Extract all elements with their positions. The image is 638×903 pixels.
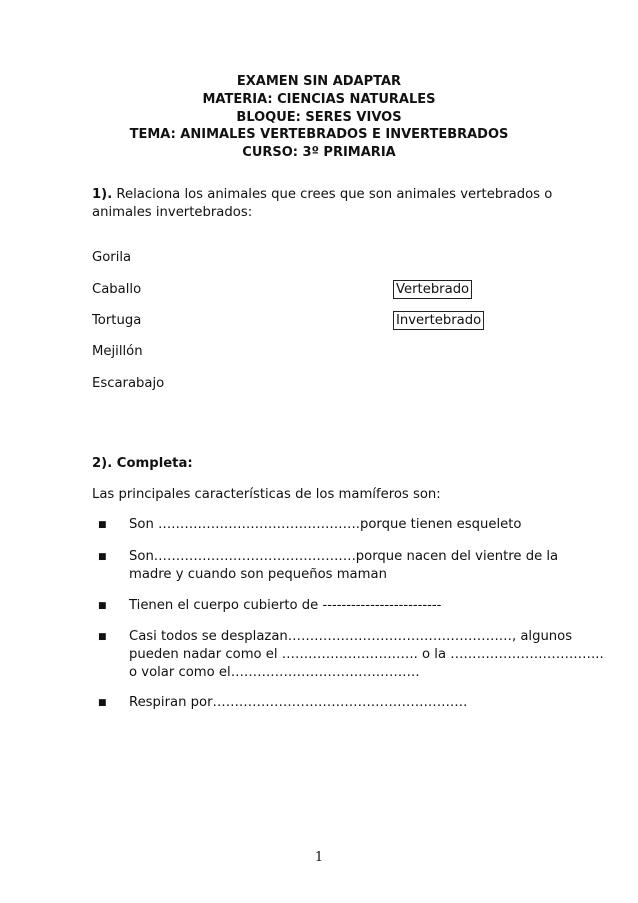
q1-prompt-line1 bbox=[92, 186, 552, 204]
animal-item: Tortuga bbox=[92, 313, 142, 328]
q1-number: 1). bbox=[92, 187, 113, 202]
blank-line-continuation: o volar como el……………………………………. bbox=[129, 665, 420, 680]
blank-line-item: Tienen el cuerpo cubierto de ------------------------- bbox=[129, 598, 442, 613]
blank-line-continuation: pueden nadar como el …………………………. o la …………………………….. bbox=[129, 647, 604, 662]
grade-line: CURSO: 3º PRIMARIA bbox=[242, 145, 396, 160]
blank-line-item: Son……………………………………….porque nacen del vientre de la bbox=[129, 549, 559, 564]
animal-item: Mejillón bbox=[92, 344, 143, 359]
blank-line-continuation: madre y cuando son pequeños maman bbox=[129, 567, 387, 582]
animal-item: Gorila bbox=[92, 250, 132, 265]
subject-line: MATERIA: CIENCIAS NATURALES bbox=[202, 92, 436, 107]
bullet-icon: ■ bbox=[98, 520, 107, 530]
q2-intro: Las principales características de los mamíferos son: bbox=[92, 487, 441, 502]
q1-prompt-text: Relaciona los animales que crees que son animales vertebrados o bbox=[112, 187, 553, 202]
option-box-vertebrado: Vertebrado bbox=[393, 280, 472, 299]
page-number: 1 bbox=[314, 850, 324, 865]
topic-line: TEMA: ANIMALES VERTEBRADOS E INVERTEBRADOS bbox=[129, 127, 509, 142]
option-box-invertebrado: Invertebrado bbox=[393, 311, 484, 330]
animal-item: Escarabajo bbox=[92, 376, 165, 391]
block-line: BLOQUE: SERES VIVOS bbox=[236, 110, 402, 125]
bullet-icon: ■ bbox=[98, 601, 107, 611]
bullet-icon: ■ bbox=[98, 632, 107, 642]
blank-line-item: Respiran por…………………………………………………. bbox=[129, 695, 468, 710]
bullet-icon: ■ bbox=[98, 552, 107, 562]
q1-prompt-line2: animales invertebrados: bbox=[92, 205, 253, 220]
exam-title: EXAMEN SIN ADAPTAR bbox=[236, 74, 402, 89]
q2-title: 2). Completa: bbox=[92, 456, 193, 471]
bullet-icon: ■ bbox=[98, 698, 107, 708]
blank-line-item: Son ……………………………………….porque tienen esqueleto bbox=[129, 517, 522, 532]
blank-line-item: Casi todos se desplazan……………………………………………, algunos bbox=[129, 629, 573, 644]
animal-item: Caballo bbox=[92, 282, 142, 297]
